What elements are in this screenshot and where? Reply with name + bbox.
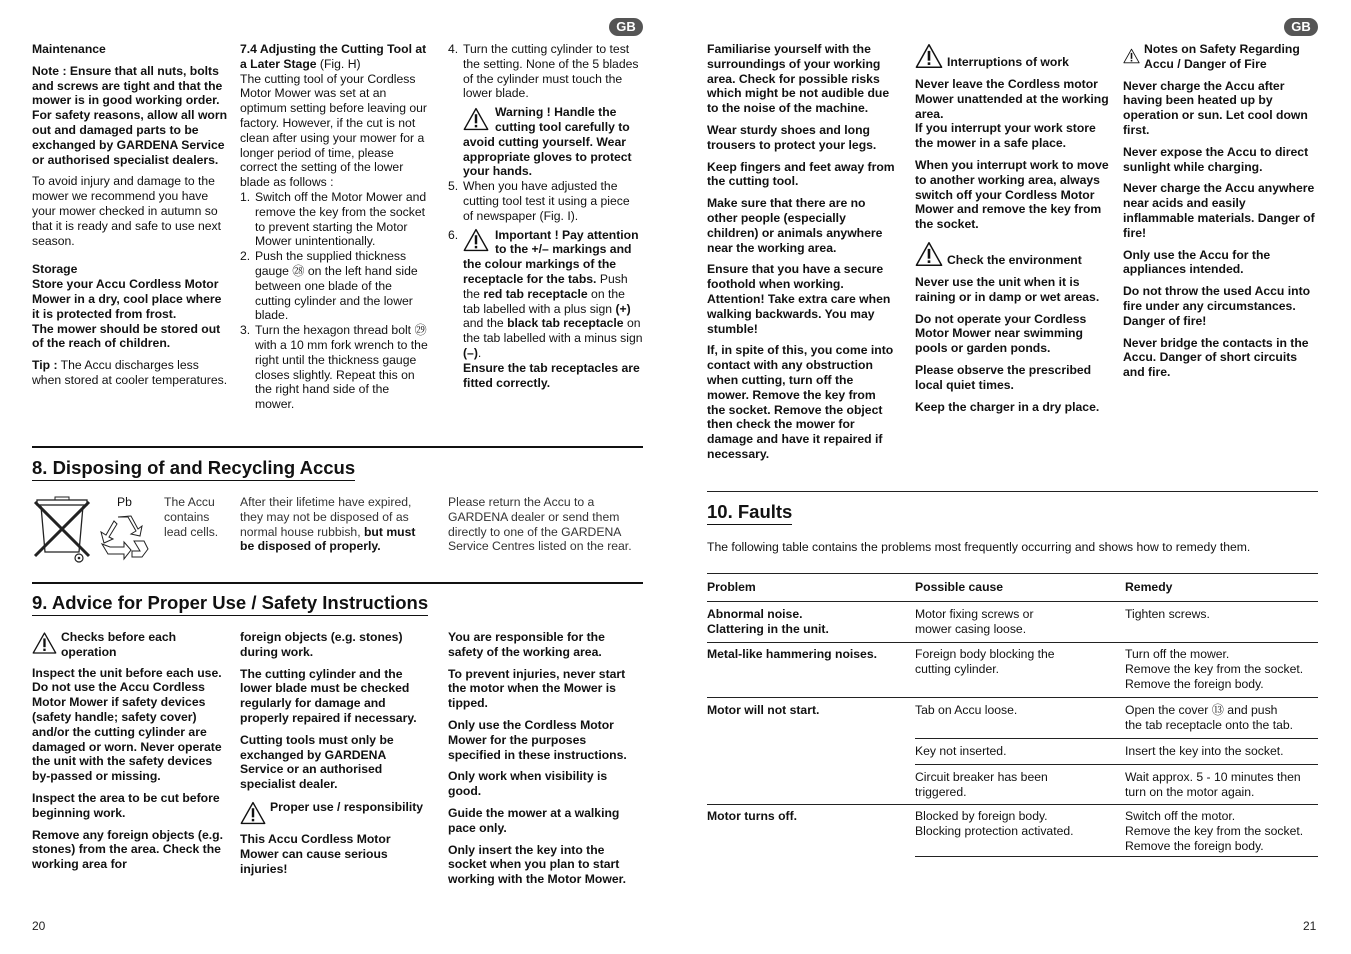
adjusting-steps-cont2 [448, 179, 643, 390]
table-row-rule [707, 697, 1318, 698]
safety-item: Wear sturdy shoes and long trousers to protect your legs. [707, 122, 877, 152]
environment-item: Keep the charger in a dry place. [915, 399, 1100, 414]
accu-note: Never charge the Accu after having been heated up by operation or sun. Let cool down first. [1123, 78, 1308, 137]
safety-item: Ensure that you have a secure foothold when working. Attention! Take extra care when walking backwards. You may stumble! [707, 262, 891, 336]
section-10-title: 10. Faults [707, 501, 792, 525]
step-2: 2. Push the supplied thickness gauge ㉘ on the left hand side between one blade of the cutting cylinder and the lower blade. [240, 249, 418, 323]
table-cell-remedy: Tighten screws. [1125, 607, 1210, 621]
table-row-rule [707, 642, 1318, 643]
adjusting-column-cont [448, 42, 643, 390]
check-2: Inspect the area to be cut before beginning work. [32, 790, 220, 820]
handle-warning: Warning ! Handle the cutting tool carefully to avoid cutting yourself. Wear appropriate gloves to protect your hands. [463, 105, 632, 179]
pb-label: Pb [117, 495, 132, 509]
safety-item: Make sure that there are no other people (especially children) or animals anywhere near the working area. [707, 196, 883, 255]
header-remedy: Remedy [1125, 580, 1173, 594]
proper-use-heading: Proper use / responsibility [240, 800, 432, 826]
disposal-text-3: Please return the Accu to a GARDENA dealer or send them directly to one of the GARDENA Service Centres listed on the rear. [448, 495, 632, 554]
table-subrow-rule [915, 738, 1318, 739]
table-cell-cause: Circuit breaker has been triggered. [915, 770, 1048, 799]
table-cell-cause: Key not inserted. [915, 744, 1007, 758]
warning-icon [1123, 42, 1140, 70]
step-4: 4. Turn the cutting cylinder to test the setting. None of the 5 blades of the cylinder must touch the lower blade. [448, 42, 639, 101]
check-13: Only insert the key into the socket when you plan to start working with the Motor Mower. [448, 842, 627, 887]
section-rule [32, 582, 643, 584]
section-rule [707, 491, 1318, 492]
safety-item: If, in spite of this, you come into contact with any obstruction when cutting, turn off the mower. Remove the key from the socket. Remove the object then check the mower for damage and have it repaired if necessary. [707, 343, 894, 461]
check-11: Only work when visibility is good. [448, 769, 608, 799]
table-cell-cause: Blocked by foreign body. Blocking protection activated. [915, 809, 1074, 838]
table-subrow-rule [915, 764, 1318, 765]
step-1: 1. Switch off the Motor Mower and remove the key from the socket to prevent starting the Motor Mower unintentionally. [240, 189, 427, 249]
check-10: Only use the Cordless Motor Mower for the purposes specified in these instructions. [448, 717, 627, 762]
language-badge: GB [1284, 18, 1318, 36]
page-number-left: 20 [32, 919, 46, 933]
table-cell-cause: Foreign body blocking the cutting cylinder. [915, 647, 1055, 676]
check-8: You are responsible for the safety of the working area. [448, 630, 605, 659]
environment-item: Do not operate your Cordless Motor Mower near swimming pools or garden ponds. [915, 311, 1087, 356]
section-8-title: 8. Disposing of and Recycling Accus [32, 457, 355, 481]
check-12: Guide the mower at a walking pace only. [448, 805, 620, 835]
table-top-rule [707, 573, 1318, 574]
header-cause: Possible cause [915, 580, 1004, 594]
check-3: Remove any foreign objects (e.g. stones) from the area. Check the working area for [32, 827, 223, 872]
step-3: 3. Turn the hexagon thread bolt ㉙ with a 10 mm fork wrench to the right until the thickness gauge closes slightly. Repeat this on the right hand side of the mower. [240, 323, 428, 412]
interruption-item: If you interrupt your work store the mower in a safe place. [915, 121, 1096, 151]
safety-item: Familiarise yourself with the surroundings of your working area. Check for possible risks which might be not audible due to the noise of the machine. [707, 42, 890, 116]
storage-text-2: The mower should be stored out of the reach of children. [32, 321, 221, 351]
safety-column-1 [32, 630, 228, 879]
check-1: Inspect the unit before each use. Do not use the Accu Cordless Motor Mower if safety devices (safety handle; safety cover) and/or the cutting cylinder are damaged or worn. Never operate the unit with the safety devices by-passed or missing. [32, 665, 222, 784]
table-cell-remedy: Insert the key into the socket. [1125, 744, 1284, 758]
page-number-right: 21 [1303, 919, 1317, 933]
step-6: 6. Important ! Pay attention to the +/– markings and the colour markings of the receptacle for the tabs. Push the red tab receptacle on the tab labelled with a plus sign (+) and the black tab receptacle on the tab labelled with a minus sign (–). Ensure the tab receptacles are fitted correctly. [448, 227, 643, 390]
maintenance-note: Note : Ensure that all nuts, bolts and screws are tight and that the mower is in good working order. For safety reasons, allow all worn out and damaged parts to be exchanged by GARDENA Service or authorised specialist dealers. [32, 63, 228, 167]
check-4: foreign objects (e.g. stones) during work. [240, 630, 403, 659]
check-7: This Accu Cordless Motor Mower can cause serious injuries! [240, 831, 391, 876]
adjusting-title: 7.4 Adjusting the Cutting Tool at a Later Stage (Fig. H) [240, 42, 427, 71]
storage-title: Storage [32, 262, 78, 277]
environment-item: Never use the unit when it is raining or in damp or wet areas. [915, 274, 1100, 304]
table-cell-problem: Abnormal noise. Clattering in the unit. [707, 607, 829, 636]
warning-icon [915, 42, 943, 70]
table-cell-remedy: Turn off the mower. Remove the key from the socket. Remove the foreign body. [1125, 647, 1304, 691]
notes-heading: Notes on Safety Regarding Accu / Danger of Fire [1123, 42, 1315, 72]
table-cell-cause: Tab on Accu loose. [915, 703, 1018, 717]
adjusting-steps-cont [448, 42, 643, 101]
maintenance-para: To avoid injury and damage to the mower we recommend you have your mower checked in autumn so that it is ready and safe to use next season. [32, 174, 222, 248]
accu-note: Never charge the Accu anywhere near acids and easily inflammable materials. Danger of fire! [1123, 181, 1315, 240]
checks-heading: Checks before each operation [32, 630, 228, 660]
language-badge: GB [609, 18, 643, 36]
storage-tip [32, 358, 230, 388]
recycle-icon [98, 513, 150, 561]
maintenance-column [32, 42, 230, 395]
safety-column-3 [448, 630, 641, 894]
warning-icon [915, 240, 943, 268]
table-cell-problem: Motor turns off. [707, 809, 798, 823]
disposal-text-1: The Accu contains lead cells. [164, 495, 219, 539]
accu-note: Never bridge the contacts in the Accu. Danger of short circuits and fire. [1123, 335, 1309, 380]
disposal-text-2: After their lifetime have expired, they may not be disposed of as normal house rubbish, but must be disposed of properly. [240, 495, 416, 554]
accu-note: Only use the Accu for the appliances intended. [1123, 247, 1271, 277]
table-row-rule [707, 804, 1318, 805]
table-cell-remedy: Open the cover ⑬ and push the tab receptacle onto the tab. [1125, 703, 1294, 732]
section-rule [32, 446, 643, 448]
adjusting-intro: The cutting tool of your Cordless Motor Mower was set at an optimum setting before leaving our factory. However, if the cut is not clean after using your mower for a longer period of time, please correct the setting of the lower blade as follows : [240, 71, 427, 190]
accu-note: Never expose the Accu to direct sunlight while charging. [1123, 144, 1309, 174]
warning-icon [32, 630, 57, 656]
check-9: To prevent injuries, never start the motor when the Mower is tipped. [448, 666, 626, 711]
adjusting-column [240, 42, 428, 412]
tip-label: Tip : [32, 358, 58, 373]
adjusting-steps [240, 190, 428, 412]
safety-column-6 [1123, 42, 1315, 387]
warning-icon [240, 800, 266, 826]
crossed-bin-icon [33, 496, 91, 564]
section-9-title: 9. Advice for Proper Use / Safety Instructions [32, 592, 428, 616]
maintenance-title: Maintenance [32, 42, 106, 56]
interruption-item: Never leave the Cordless motor Mower unattended at the working area. [915, 77, 1109, 121]
header-problem: Problem [707, 580, 756, 594]
interruption-item: When you interrupt work to move to another working area, always switch off your Cordless Motor Mower and remove the key from the socket. [915, 157, 1109, 232]
tip-text: The Accu discharges less when stored at cooler temperatures. [32, 358, 228, 387]
warning-icon [463, 228, 489, 252]
interruptions-heading: Interruptions of work [915, 42, 1111, 70]
table-bottom-rule [915, 856, 1318, 857]
environment-heading: Check the environment [915, 240, 1111, 268]
safety-column-4 [707, 42, 895, 469]
table-cell-problem: Motor will not start. [707, 703, 820, 717]
environment-item: Please observe the prescribed local quiet times. [915, 362, 1092, 392]
table-cell-remedy: Switch off the motor. Remove the key from the socket. Remove the foreign body. [1125, 809, 1304, 853]
check-6: Cutting tools must only be exchanged by GARDENA Service or an authorised specialist dealer. [240, 732, 394, 792]
table-cell-cause: Motor fixing screws or mower casing loose. [915, 607, 1034, 636]
faults-intro: The following table contains the problems most frequently occurring and shows how to remedy them. [707, 540, 1251, 554]
check-5: The cutting cylinder and the lower blade must be checked regularly for damage and properly repaired if necessary. [240, 666, 417, 725]
table-header-rule [707, 601, 1318, 602]
warning-icon [463, 107, 489, 131]
table-cell-remedy: Wait approx. 5 - 10 minutes then turn on the motor again. [1125, 770, 1301, 799]
storage-text-1: Store your Accu Cordless Motor Mower in a dry, cool place where it is protected from frost. [32, 277, 222, 321]
table-cell-problem: Metal-like hammering noises. [707, 647, 878, 661]
accu-note: Do not throw the used Accu into fire under any circumstances. Danger of fire! [1123, 284, 1311, 328]
safety-column-5 [915, 42, 1111, 421]
safety-column-2 [240, 630, 432, 883]
step-5: 5. When you have adjusted the cutting tool test it using a piece of newspaper (Fig. I). [448, 179, 630, 223]
safety-item: Keep fingers and feet away from the cutting tool. [707, 159, 895, 189]
